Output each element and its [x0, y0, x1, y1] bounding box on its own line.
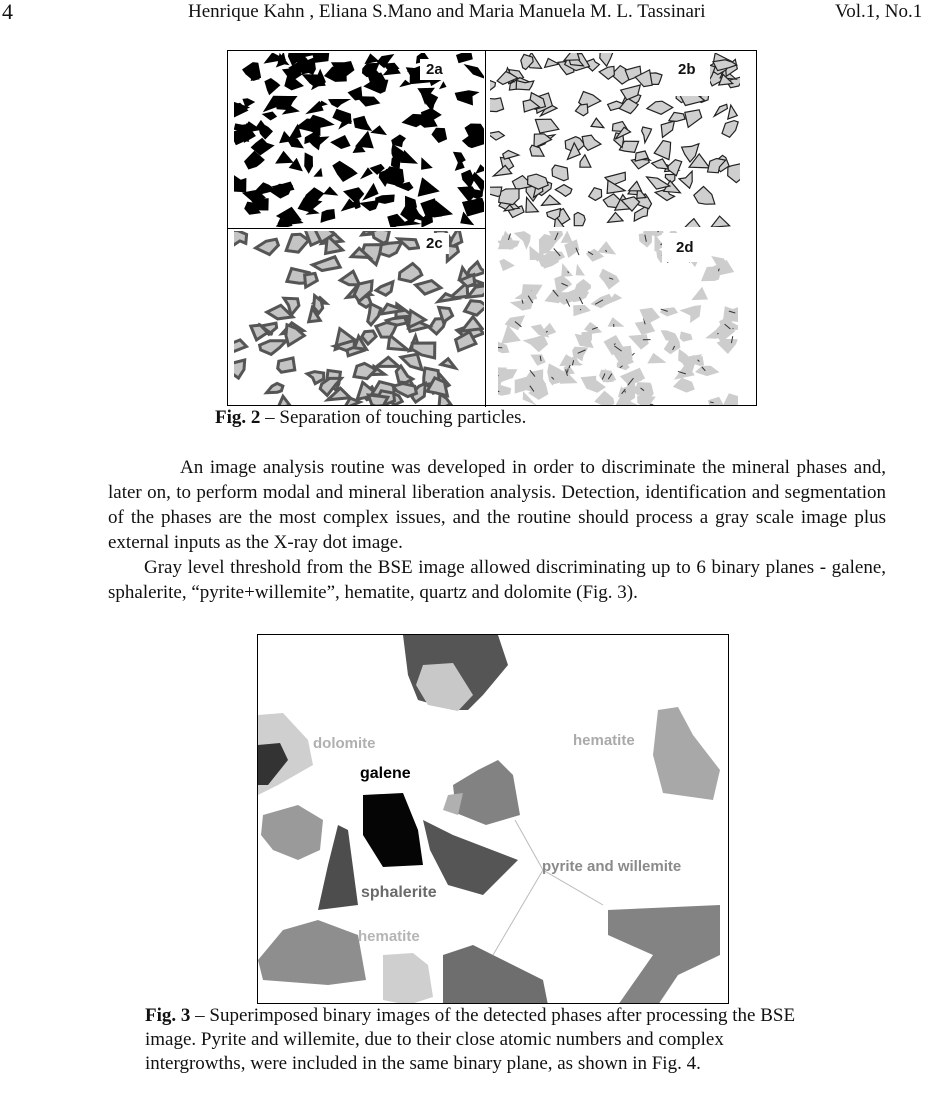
particle — [523, 335, 549, 353]
label-hematite: hematite — [358, 928, 420, 945]
particle — [447, 245, 458, 261]
particle — [542, 195, 561, 205]
particle — [456, 53, 473, 63]
particle — [356, 96, 381, 107]
running-header-volume: Vol.1, No.1 — [835, 1, 923, 22]
particle — [307, 372, 324, 384]
particle — [728, 164, 740, 183]
particle — [597, 241, 616, 255]
particle — [711, 216, 730, 227]
particle — [679, 305, 701, 323]
particle — [639, 232, 652, 247]
particle — [377, 357, 399, 366]
particle — [286, 234, 308, 252]
particle — [439, 81, 447, 89]
page-number: 4 — [2, 0, 13, 24]
particle — [628, 334, 648, 349]
particle — [679, 171, 692, 188]
particle — [530, 354, 546, 365]
particle — [685, 110, 702, 128]
particle — [234, 360, 245, 378]
particle — [278, 358, 295, 372]
particle — [364, 53, 379, 64]
label-pyrite-and-willemite: pyrite and willemite — [542, 858, 682, 875]
particle — [683, 219, 702, 227]
particle — [555, 185, 572, 197]
figure-3 — [257, 634, 729, 1004]
particle — [728, 105, 738, 119]
particle — [599, 269, 620, 290]
particle — [708, 397, 724, 405]
particle — [530, 145, 544, 156]
label-galene: galene — [360, 765, 411, 782]
particle — [545, 59, 560, 68]
particle — [264, 78, 280, 95]
particle — [510, 299, 534, 310]
label-sphalerite: sphalerite — [361, 884, 437, 901]
particle — [332, 161, 358, 182]
figure-3-caption — [145, 1004, 825, 1076]
particle — [313, 257, 341, 271]
paragraph: An image analysis routine was developed in order to discriminate the mineral phases and, later on, to perform modal and mineral liberation analysis. Detection, identification and segmentation of the phases are the most complex issues, and the routine should process a gray scale image plus external inputs as the X-ray dot image. — [108, 457, 886, 553]
particle — [330, 135, 351, 149]
particle — [717, 339, 738, 354]
particle — [242, 62, 261, 81]
particle — [714, 104, 727, 116]
particle — [416, 281, 441, 295]
particle — [695, 366, 720, 376]
paragraph: Gray level threshold from the BSE image allowed discriminating up to 6 binary planes - galene, sphalerite, “pyrite+willemite”, hematite, quartz and dolomite (Fig. 3). — [108, 557, 886, 603]
running-header-authors: Henrique Kahn , Eliana S.Mano and Maria Manuela M. L. Tassinari — [188, 1, 706, 22]
particle — [373, 231, 390, 243]
caption-text: – Separation of touching particles. — [260, 407, 527, 428]
panel-label-2b: 2b — [664, 53, 710, 96]
particle — [441, 359, 455, 368]
particle — [642, 127, 652, 143]
panel-2c-image — [234, 231, 484, 405]
particle — [490, 187, 502, 196]
particle — [434, 200, 454, 217]
particle — [629, 181, 642, 191]
figure-2 — [227, 50, 757, 406]
particle — [321, 209, 336, 223]
particle — [475, 164, 484, 174]
particle — [576, 264, 585, 276]
particle — [376, 282, 393, 295]
particle — [343, 187, 364, 204]
particle — [552, 165, 568, 181]
particle — [490, 132, 504, 141]
particle — [302, 187, 325, 206]
particle — [669, 112, 685, 121]
particle — [610, 344, 633, 362]
particle — [370, 125, 387, 135]
caption-text: – Superimposed binary images of the detected phases after processing the BSE image. Pyrite and willemite, due to their close atomic numbers and complex intergrowths, were included in the same binary plane, as shown in Fig. 4. — [145, 1005, 796, 1074]
particle — [499, 259, 515, 271]
particle — [256, 239, 279, 254]
particle — [260, 341, 287, 355]
particle — [647, 353, 666, 364]
particle — [401, 354, 422, 369]
particle — [673, 378, 695, 393]
particle — [660, 307, 679, 316]
panel-divider-vertical — [485, 51, 486, 407]
particle — [652, 159, 669, 169]
particle — [499, 189, 519, 205]
particle — [462, 198, 484, 217]
caption-label: Fig. 3 — [145, 1005, 191, 1026]
separation-line — [717, 333, 718, 334]
particle — [359, 200, 380, 211]
panel-label-2c: 2c — [420, 233, 449, 254]
particle — [680, 331, 693, 341]
particle — [654, 141, 670, 160]
particle — [574, 212, 585, 225]
particle — [262, 112, 277, 121]
particle — [589, 188, 602, 201]
particle — [608, 212, 623, 222]
particle — [661, 121, 674, 137]
particle — [328, 99, 351, 108]
particle — [421, 157, 433, 169]
particle — [324, 67, 347, 82]
particle — [647, 101, 673, 114]
particle — [368, 395, 388, 405]
particle — [573, 305, 591, 316]
particle — [278, 396, 290, 405]
particle — [535, 119, 558, 133]
particle — [431, 128, 447, 143]
particle — [275, 151, 294, 164]
particle — [694, 187, 715, 205]
particle — [354, 363, 375, 378]
particle — [362, 331, 376, 344]
particle — [691, 287, 708, 300]
particle — [722, 121, 738, 138]
particle — [355, 131, 374, 149]
particle — [490, 80, 496, 91]
particle — [668, 160, 682, 176]
particle — [396, 366, 412, 383]
particle — [561, 263, 573, 277]
particle — [582, 135, 601, 150]
particle — [465, 301, 485, 316]
particle — [723, 393, 738, 405]
particle — [600, 53, 613, 66]
particle — [353, 116, 372, 131]
figure-2-caption — [215, 406, 526, 430]
particle — [313, 168, 322, 177]
particle — [267, 383, 283, 392]
panel-label-2a: 2a — [420, 59, 449, 80]
particle — [467, 262, 484, 275]
label-dolomite: dolomite — [313, 735, 376, 752]
particle — [462, 317, 483, 332]
particle — [234, 231, 247, 247]
particle — [455, 90, 480, 105]
particle — [661, 330, 679, 341]
particle — [376, 323, 397, 338]
panel-divider-horizontal — [228, 228, 486, 229]
label-hematite: hematite — [573, 732, 635, 749]
panel-label-2d: 2d — [662, 233, 708, 262]
particle — [340, 271, 359, 284]
particle — [564, 53, 579, 60]
particle — [608, 317, 625, 327]
particle — [599, 66, 614, 79]
particle — [514, 231, 531, 250]
particle — [368, 304, 381, 325]
particle — [399, 264, 422, 282]
separation-line — [580, 309, 581, 310]
particle — [323, 186, 338, 195]
particle — [464, 64, 485, 79]
particle — [305, 273, 318, 287]
particle — [490, 98, 504, 112]
caption-label: Fig. 2 — [215, 407, 261, 428]
particle — [304, 152, 313, 174]
particle — [591, 118, 604, 127]
particle — [575, 104, 588, 116]
particle — [399, 80, 411, 88]
bse-phase-image — [258, 635, 729, 1004]
particle — [234, 340, 247, 354]
particle — [503, 150, 519, 159]
particle — [421, 214, 433, 227]
particle — [418, 177, 440, 196]
particle — [580, 155, 591, 167]
particle — [594, 391, 614, 405]
